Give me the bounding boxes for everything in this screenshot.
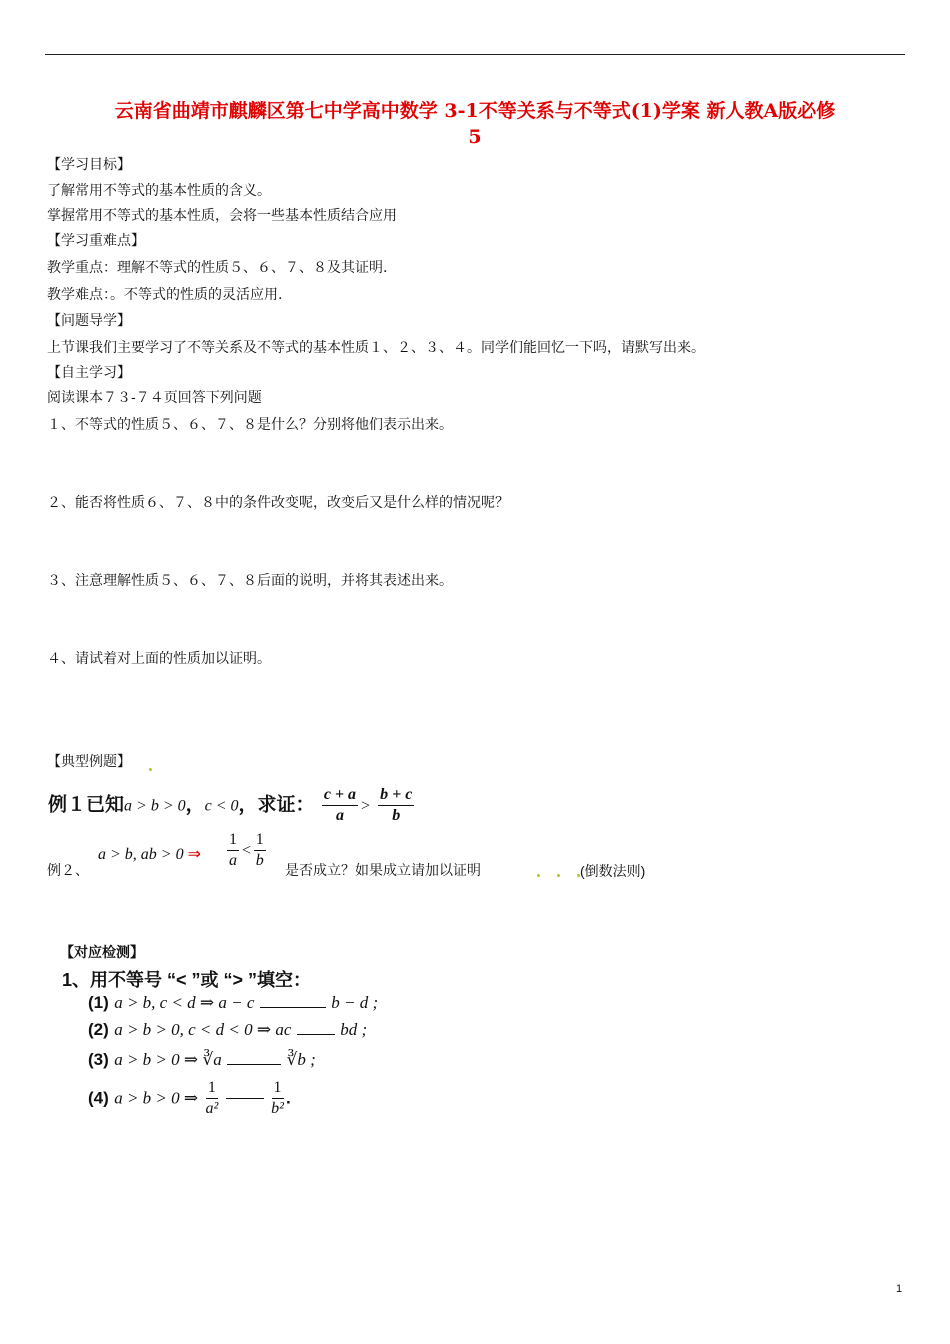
answer-blank[interactable]	[227, 1064, 281, 1065]
item-expression: a > b > 0 ⇒ ∛a	[114, 1050, 222, 1069]
self-study-intro: 阅读课本７３-７４页回答下列问题	[47, 390, 262, 406]
item-label: (4)	[88, 1088, 109, 1108]
fraction-denominator: a²	[205, 1100, 219, 1117]
item-label: (3)	[88, 1050, 109, 1069]
objectives-line-1: 了解常用不等式的基本性质的含义。	[47, 183, 271, 199]
check-question-1: 1、用不等号 “< ”或 “> ”填空：	[62, 970, 312, 990]
example-1	[48, 785, 416, 826]
fraction-denominator: b	[392, 807, 401, 824]
fraction-denominator: a	[335, 807, 344, 824]
example-2-less-than: <	[241, 842, 252, 859]
implies-arrow: ⇒	[187, 846, 201, 863]
check-item-1	[88, 993, 378, 1013]
item-end: .	[285, 1088, 291, 1108]
item-label: (1)	[88, 993, 109, 1012]
check-item-3	[88, 1050, 316, 1070]
item-expression-right: ∛b ;	[286, 1050, 316, 1069]
page-number: 1	[896, 1283, 903, 1295]
question-3: ３、注意理解性质５、６、７、８后面的说明，并将其表述出来。	[47, 573, 453, 589]
example-2-fraction-a	[227, 830, 239, 871]
key-point-1: 教学重点：理解不等式的性质５、６、７、８及其证明.	[47, 260, 388, 276]
fraction-numerator: 1	[206, 1078, 218, 1099]
fraction-numerator: 1	[227, 830, 239, 851]
fraction-denominator: a	[229, 852, 237, 869]
stray-dot	[537, 874, 540, 877]
fraction-numerator: c + a	[322, 785, 358, 806]
fraction-numerator: 1	[254, 830, 266, 851]
item-label: (2)	[88, 1020, 109, 1039]
example-1-separator: ，	[185, 794, 205, 816]
example-1-condition-2: c < 0	[204, 797, 239, 815]
item-expression-right: b − d ;	[331, 993, 379, 1012]
guide-heading: 【问题导学】	[47, 313, 131, 329]
example-2-question: 是否成立？如果成立请加以证明	[285, 863, 481, 879]
answer-blank[interactable]	[260, 1007, 326, 1008]
example-2-label: 例２、	[47, 863, 89, 879]
question-2: ２、能否将性质６、７、８中的条件改变呢，改变后又是什么样的情况呢？	[47, 495, 509, 511]
item-expression: a > b > 0, c < d < 0 ⇒ ac	[114, 1020, 292, 1039]
stray-dot	[557, 874, 560, 877]
example-1-label: 例１已知	[48, 794, 125, 816]
objectives-line-2: 掌握常用不等式的基本性质，会将一些基本性质结合应用	[47, 208, 397, 224]
question-4: ４、请试着对上面的性质加以证明。	[47, 651, 271, 667]
key-point-2: 教学难点：。不等式的性质的灵活应用.	[47, 287, 283, 303]
fraction-denominator: b²	[271, 1100, 284, 1117]
item-4-fraction-a	[206, 1078, 219, 1119]
item-4-fraction-b	[271, 1078, 284, 1119]
fraction-numerator: b + c	[378, 785, 414, 806]
example-2-note: (倒数法则)	[580, 863, 646, 879]
example-1-fraction-left	[322, 785, 358, 826]
fraction-denominator: b	[255, 852, 264, 869]
item-expression: a > b, c < d ⇒ a − c	[114, 993, 255, 1012]
check-item-4	[88, 1078, 291, 1119]
stray-dot	[149, 768, 152, 771]
example-1-fraction-right	[378, 785, 414, 826]
answer-blank[interactable]	[226, 1098, 264, 1099]
example-1-condition-1: a > b > 0	[124, 797, 186, 815]
title-line-1: 云南省曲靖市麒麟区第七中学高中数学 3-1不等关系与不等式(1)学案 新人教A版必修	[114, 100, 836, 122]
item-expression: a > b > 0 ⇒	[114, 1088, 199, 1108]
header-rule	[45, 54, 905, 55]
check-heading: 【对应检测】	[60, 944, 144, 960]
example-2-condition: a > b, ab > 0	[98, 846, 184, 863]
key-points-heading: 【学习重难点】	[47, 233, 145, 249]
examples-heading: 【典型例题】	[47, 754, 131, 770]
example-2-fraction-b	[254, 830, 266, 871]
guide-text: 上节课我们主要学习了不等关系及不等式的基本性质１、２、３、４。同学们能回忆一下吗，请默写出来。	[47, 340, 705, 356]
example-1-prove: ，求证：	[238, 794, 315, 816]
question-1: １、不等式的性质５、６、７、８是什么？分别将他们表示出来。	[47, 417, 453, 433]
example-2-inequality	[225, 830, 268, 871]
example-2-math	[98, 844, 201, 864]
document-title	[30, 98, 920, 150]
example-1-greater-than: >	[360, 797, 371, 815]
check-item-2	[88, 1020, 367, 1040]
answer-blank[interactable]	[297, 1034, 335, 1035]
objectives-heading: 【学习目标】	[47, 157, 131, 173]
self-study-heading: 【自主学习】	[47, 365, 131, 381]
fraction-numerator: 1	[272, 1078, 284, 1099]
item-expression-right: bd ;	[340, 1020, 368, 1039]
title-line-2: 5	[468, 126, 482, 148]
